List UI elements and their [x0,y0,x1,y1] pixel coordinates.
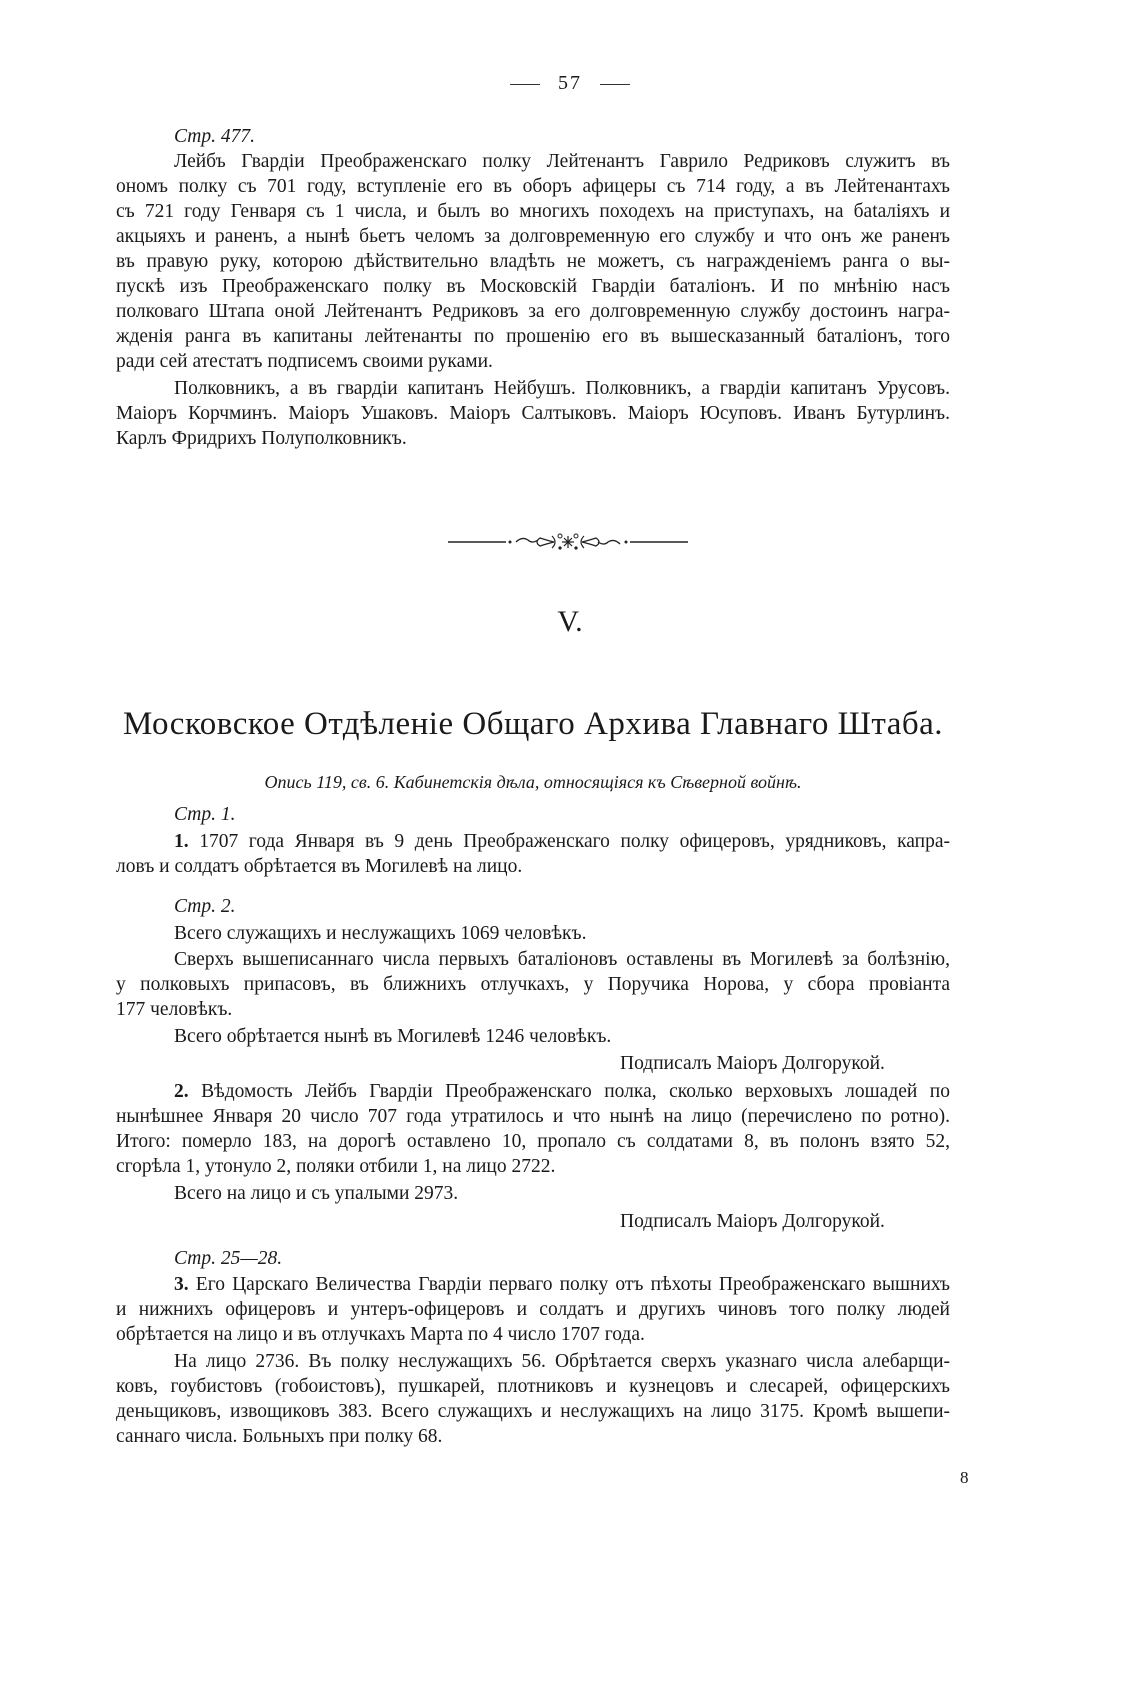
entry1-ref: Стр. 1. [174,804,236,825]
entry1-text: 1707 года Января въ 9 день Преображенскаго полку офицеровъ, урядниковъ, капра- [188,831,950,852]
page-number-header [0,72,1140,95]
entry2-line: Сверхъ вышеписаннаго числа первыхъ баталіоновъ оставлены въ Могилевѣ за болѣзнію, [174,949,950,970]
para1-line: полковаго Штапа оной Лейтенантъ Редриковъ за его долговременную службу достоинъ награ- [116,301,950,322]
para1-line: пускѣ изъ Преображенскаго полку въ Московскій Гвардіи баталіонъ. И по мнѣнію насъ [116,276,950,297]
entry2-ref: Стр. 2. [174,896,236,917]
para2-line: Карлъ Фридрихъ Полуполковникъ. [116,428,407,449]
section1-ref: Стр. 477. [174,126,255,147]
entry3-text: Вѣдомость Лейбъ Гвардіи Преображенскаго полка, сколько верховыхъ лошадей по [188,1081,950,1102]
entry3-line: сгорѣла 1, утонуло 2, поляки отбили 1, на лицо 2722. [116,1156,556,1177]
para1-line: Лейбъ Гвардіи Преображенскаго полку Лейтенантъ Гаврило Редриковъ служитъ въ [174,151,950,172]
entry4-line: саннаго числа. Больныхъ при полку 68. [116,1426,443,1447]
entry1-line: ловъ и солдатъ обрѣтается въ Могилевѣ на лицо. [116,856,523,877]
entry4-ref: Стр. 25—28. [174,1248,283,1269]
entry4-line: деньщиковъ, извощиковъ 383. Всего служащихъ и неслужащихъ на лицо 3175. Кромѣ вышепи- [116,1401,950,1422]
entry3-line: Итого: померло 183, на дорогѣ оставлено 10, пропало съ солдатами 8, въ полонъ взято 52, [116,1131,950,1152]
page-number: 57 [558,72,582,94]
section-subheading: Опись 119, св. 6. Кабинетскія дѣла, относящіяся къ Сѣверной войнѣ. [264,772,802,792]
para1-line: ради сей атестатъ подписемъ своими руками. [116,351,493,372]
entry2-line: Всего обрѣтается нынѣ въ Могилевѣ 1246 человѣкъ. [174,1026,612,1047]
section-heading: Московское Отдѣленіе Общаго Архива Главнаго Штаба. [122,706,944,742]
entry4-line: На лицо 2736. Въ полку неслужащихъ 56. Обрѣтается сверхъ указнаго числа алебарщи- [174,1351,950,1372]
signature-mark: 8 [960,1468,969,1487]
section-roman-numeral: V. [557,605,583,638]
entry1-line [174,830,950,854]
para1-line: акцыяхъ и раненъ, а нынѣ бьетъ челомъ за долговременную его службу и что онъ же раненъ [116,226,950,247]
para1-line: жденія ранга въ капитаны лейтенанты по прошенію его въ вышесказанный баталіонъ, того [116,326,950,347]
entry3-line: нынѣшнее Января 20 число 707 года утратилось и что нынѣ на лицо (перечислено по ротно). [116,1106,950,1127]
para1-line: ономъ полку съ 701 году, вступленіе его въ оборъ афицеры съ 714 году, а въ Лейтенантахъ [116,176,950,197]
entry2-line: у полковыхъ припасовъ, въ ближнихъ отлучкахъ, у Поручика Норова, у сбора провіанта [116,974,950,995]
entry4-line: ковъ, гоубистовъ (гобоистовъ), пушкарей, плотниковъ и кузнецовъ и слесарей, офицерскихъ [116,1376,950,1397]
entry4-number: 3. [174,1274,189,1295]
para2-line: Маіоръ Корчминъ. Маіоръ Ушаковъ. Маіоръ Салтыковъ. Маіоръ Юсуповъ. Иванъ Бутурлинъ. [116,403,950,424]
para1-line: въ правую руку, которою дѣйствительно владѣть не можетъ, съ награжденіемъ ранга о вы- [116,251,950,272]
entry3-number: 2. [174,1081,189,1102]
entry4-line: обрѣтается на лицо и въ отлучкахъ Марта по 4 число 1707 года. [116,1324,645,1345]
entry2-line: Всего служащихъ и неслужащихъ 1069 человѣкъ. [174,923,587,944]
entry4-line: и нижнихъ офицеровъ и унтеръ-офицеровъ и солдатъ и другихъ чиновъ того полку людей [116,1299,950,1320]
entry3-line [174,1080,950,1104]
entry3-signature: Подписалъ Маіоръ Долгорукой. [620,1211,885,1232]
entry3-line: Всего на лицо и съ упалыми 2973. [174,1183,459,1204]
entry4-text: Его Царскаго Величества Гвардіи перваго полку отъ пѣхоты Преображенскаго вышнихъ [188,1274,950,1295]
entry1-number: 1. [174,831,189,852]
para1-line: съ 721 году Генваря съ 1 числа, и былъ во многихъ походехъ на приступахъ, на бataліяхъ и [116,201,950,222]
entry2-signature: Подписалъ Маіоръ Долгорукой. [620,1053,885,1074]
entry2-line: 177 человѣкъ. [116,999,233,1020]
entry4-line [174,1273,950,1297]
dash-right [600,84,630,85]
para2-line: Полковникъ, а въ гвардіи капитанъ Нейбушъ. Полковникъ, а гвардіи капитанъ Урусовъ. [174,378,950,399]
dash-left [510,84,540,85]
ornament-divider-icon [448,530,688,554]
